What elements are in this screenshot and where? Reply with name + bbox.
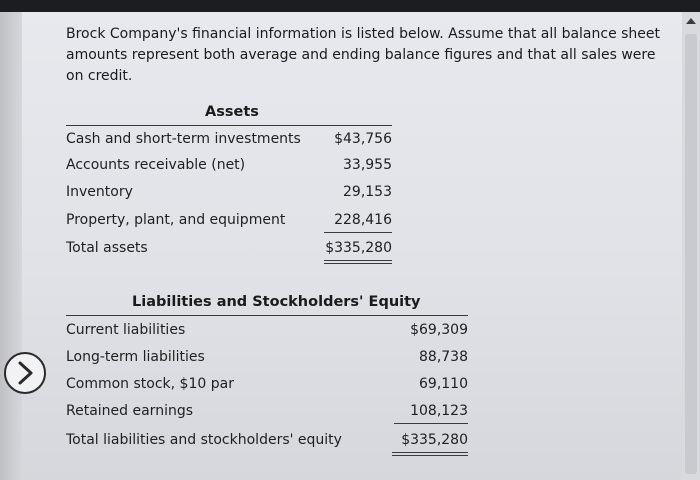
row-label: Retained earnings bbox=[66, 403, 194, 419]
subtotal-rule bbox=[324, 232, 392, 233]
row-value: 33,955 bbox=[343, 157, 392, 173]
assets-heading: Assets bbox=[205, 104, 259, 120]
row-label: Long-term liabilities bbox=[66, 349, 205, 365]
next-button[interactable] bbox=[2, 350, 48, 396]
left-margin bbox=[0, 12, 22, 480]
total-double-rule bbox=[392, 452, 468, 456]
row-value: $335,280 bbox=[325, 240, 392, 256]
liabilities-header-rule bbox=[66, 315, 468, 316]
vertical-scrollbar[interactable] bbox=[682, 12, 700, 480]
row-label: Accounts receivable (net) bbox=[66, 157, 246, 173]
row-value: 228,416 bbox=[334, 212, 392, 228]
top-bar bbox=[0, 0, 700, 12]
row-label: Current liabilities bbox=[66, 322, 186, 338]
row-value: 29,153 bbox=[343, 184, 392, 200]
assets-header-rule bbox=[66, 125, 392, 126]
row-label: Total assets bbox=[66, 240, 148, 256]
subtotal-rule bbox=[394, 423, 468, 424]
row-value: 69,110 bbox=[419, 376, 468, 392]
scroll-up-arrow-icon[interactable] bbox=[686, 18, 696, 24]
row-label: Total liabilities and stockholders' equity bbox=[66, 432, 342, 448]
row-value: 108,123 bbox=[410, 403, 468, 419]
total-double-rule bbox=[324, 260, 392, 264]
liabilities-heading: Liabilities and Stockholders' Equity bbox=[132, 294, 421, 310]
row-label: Inventory bbox=[66, 184, 133, 200]
row-value: 88,738 bbox=[419, 349, 468, 365]
row-value: $335,280 bbox=[401, 432, 468, 448]
row-label: Property, plant, and equipment bbox=[66, 212, 286, 228]
problem-intro: Brock Company's financial information is listed below. Assume that all balance sheet amounts represent both average and ending balance figures and that all sales were on credit. bbox=[66, 26, 661, 84]
row-value: $69,309 bbox=[410, 322, 468, 338]
row-value: $43,756 bbox=[334, 131, 392, 147]
chevron-right-icon bbox=[2, 350, 48, 396]
row-label: Common stock, $10 par bbox=[66, 376, 234, 392]
scrollbar-thumb[interactable] bbox=[685, 34, 697, 474]
row-label: Cash and short-term investments bbox=[66, 131, 301, 147]
problem-content bbox=[22, 12, 682, 480]
